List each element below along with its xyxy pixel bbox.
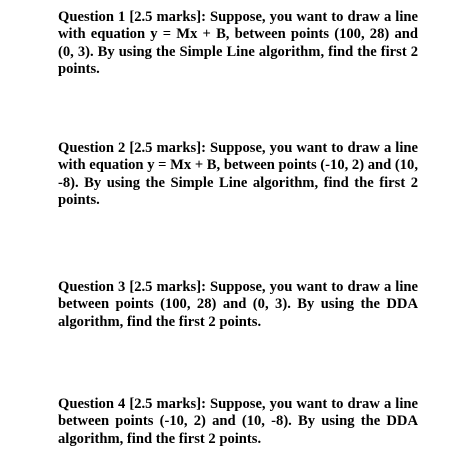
question-4: Question 4 [2.5 marks]: Suppose, you want to draw a line between points (-10, 2) and (10, -8). By using the DDA algorithm, find the first 2 points.: [58, 395, 418, 447]
question-3: Question 3 [2.5 marks]: Suppose, you want to draw a line between points (100, 28) and (0, 3). By using the DDA algorithm, find the first 2 points.: [58, 278, 418, 330]
question-1: Question 1 [2.5 marks]: Suppose, you want to draw a line with equation y = Mx + B, between points (100, 28) and (0, 3). By using the Simple Line algorithm, find the first 2 points.: [58, 8, 418, 78]
question-2: Question 2 [2.5 marks]: Suppose, you want to draw a line with equation y = Mx + B, between points (-10, 2) and (10, -8). By using the Simple Line algorithm, find the first 2 points.: [58, 139, 419, 209]
